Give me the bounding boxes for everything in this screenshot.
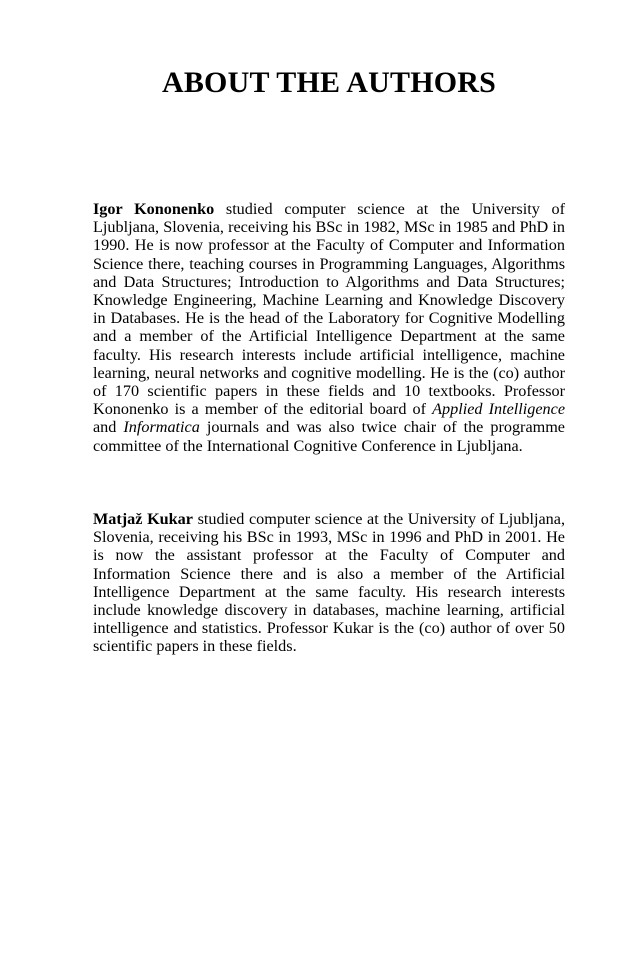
author-bio-kukar: [93, 510, 565, 656]
bio-text-kononenko-part-2: and: [93, 418, 124, 437]
bio-text-kononenko-part-3: journals and was also twice chair of the programme committee of the International Cognitive Conference in Ljubljana.: [93, 418, 565, 455]
journal-title-applied-intelligence: Applied Intelligence: [432, 400, 566, 419]
author-name-kukar: Matjaž Kukar: [93, 510, 193, 528]
page-title: ABOUT THE AUTHORS: [161, 66, 497, 99]
bio-text-kukar: studied computer science at the University of Ljubljana, Slovenia, receiving his BSc in 1993, MSc in 1996 and PhD in 2001. He is now the assistant professor at the Faculty of Computer and Information Science there and is also a member of the Artificial Intelligence Department at the same faculty. His research interests include knowledge discovery in databases, machine learning, artificial intelligence and statistics. Professor Kukar is the (co) author of over 50 scientific papers in these fields.: [93, 510, 565, 656]
bio-text-kononenko-part-1: studied computer science at the University of Ljubljana, Slovenia, receiving his BSc in 1982, MSc in 1985 and PhD in 1990. He is now professor at the Faculty of Computer and Information Science there, teaching courses in Programming Languages, Algorithms and Data Structures; Introduction to Algorithms and Data Structures; Knowledge Engineering, Machine Learning and Knowledge Discovery in Databases. He is the head of the Laboratory for Cognitive Modelling and a member of the Artificial Intelligence Department at the same faculty. His research interests include artificial intelligence, machine learning, neural networks and cognitive modelling. He is the (co) author of 170 scientific papers in these fields and 10 textbooks. Professor Kononenko is a member of the editorial board of: [93, 200, 565, 419]
author-bio-kononenko: [93, 200, 565, 455]
journal-title-informatica: Informatica: [123, 418, 200, 437]
author-name-kononenko: Igor Kononenko: [93, 200, 215, 218]
